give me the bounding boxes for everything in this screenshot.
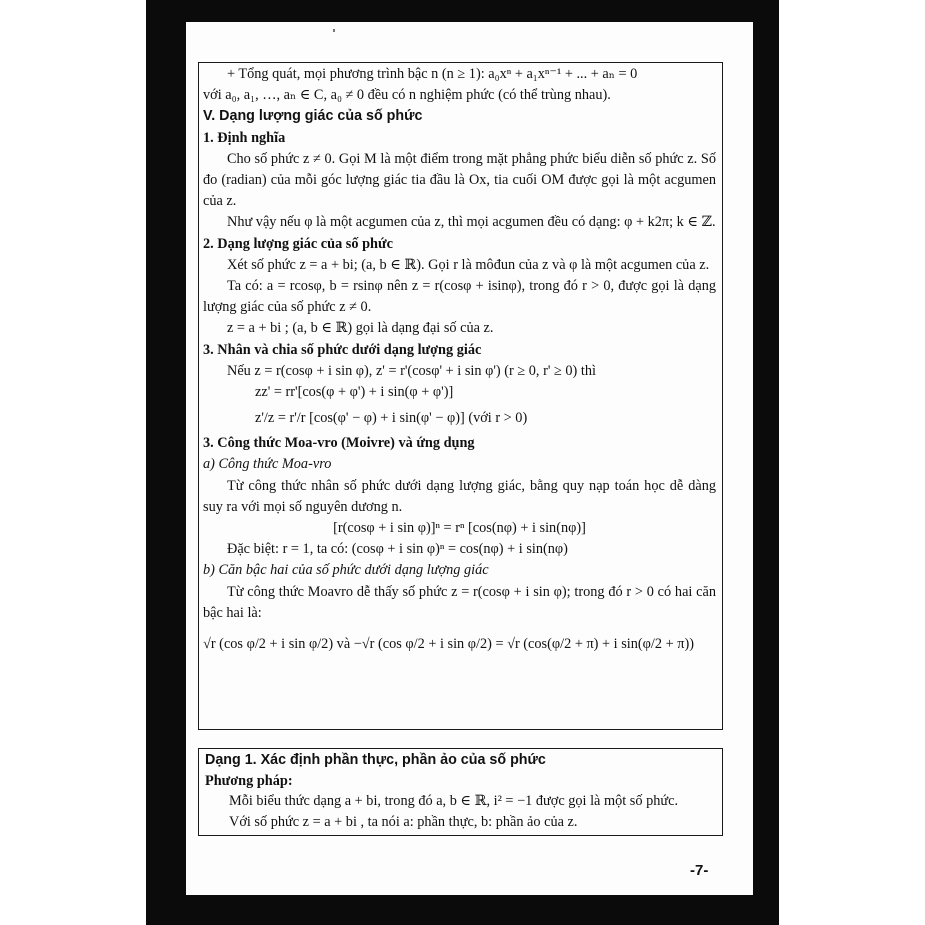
square-root-formula: √r (cos φ/2 + i sin φ/2) và −√r (cos φ/2 + i sin φ/2) = √r (cos(φ/2 + π) + i sin(φ/2 + π)) (203, 636, 694, 653)
general-equation-line: + Tổng quát, mọi phương trình bậc n (n ≥ 1): a₀xⁿ + a₁xⁿ⁻¹ + ... + aₙ = 0 (227, 66, 638, 82)
subheading-multiply-divide: 3. Nhân và chia số phức dưới dạng lượng giác (203, 341, 482, 358)
general-equation-note: với a₀, a₁, …, aₙ ∈ C, a₀ ≠ 0 đều có n nghiệm phức (có thể trùng nhau). (203, 87, 611, 104)
multiply-condition: Nếu z = r(cosφ + i sin φ), z' = r'(cosφ' + i sin φ') (r ≥ 0, r' ≥ 0) thì (227, 362, 596, 379)
trig-form-paragraph: Xét số phức z = a + bi; (a, b ∈ ℝ). Gọi r là môđun của z và φ là một acgumen của z. (227, 256, 710, 273)
moivre-paragraph: Từ công thức nhân số phức dưới dạng lượng giác, bằng quy nạp toán học dễ dàng suy ra với mọi số nguyên dương n. (203, 477, 716, 515)
product-formula: zz' = rr'[cos(φ + φ') + i sin(φ + φ')] (255, 384, 454, 401)
section-heading: V. Dạng lượng giác của số phức (203, 108, 423, 125)
subheading-moivre: 3. Công thức Moa-vro (Moivre) và ứng dụng (203, 435, 475, 452)
square-root-subtitle: b) Căn bậc hai của số phức dưới dạng lượng giác (203, 562, 489, 579)
quotient-formula: z'/z = r'/r [cos(φ' − φ) + i sin(φ' − φ)] (với r > 0) (255, 410, 528, 427)
square-root-paragraph: Từ công thức Moavro dễ thấy số phức z = r(cosφ + i sin φ); trong đó r > 0 có hai căn bậc hai là: (203, 583, 716, 621)
moivre-formula: [r(cosφ + i sin φ)]ⁿ = rⁿ [cos(nφ) + i sin(nφ)] (333, 520, 586, 537)
algebraic-form-line: z = a + bi ; (a, b ∈ ℝ) gọi là dạng đại số của z. (227, 320, 494, 337)
subheading-trig-form: 2. Dạng lượng giác của số phức (203, 235, 393, 252)
moivre-subtitle: a) Công thức Moa-vro (203, 456, 332, 473)
theory-section (203, 64, 716, 664)
method-label: Phương pháp: (205, 772, 293, 789)
page-number: -7- (690, 862, 709, 879)
definition-paragraph: Cho số phức z ≠ 0. Gọi M là một điểm trong mặt phẳng phức biểu diễn số phức z. Số đo (radian) của mỗi góc lượng giác tia đầu là Ox, tia cuối OM được gọi là một acgumen của z. (203, 150, 716, 210)
moivre-special-case: Đặc biệt: r = 1, ta có: (cosφ + i sin φ)ⁿ = cos(nφ) + i sin(nφ) (227, 541, 568, 558)
method-definition: Mỗi biểu thức dạng a + bi, trong đó a, b ∈ ℝ, i² = −1 được gọi là một số phức. (229, 793, 679, 810)
subheading-definition: 1. Định nghĩa (203, 129, 286, 146)
method-title: Dạng 1. Xác định phần thực, phần ảo của số phức (205, 752, 546, 768)
argument-paragraph: Như vậy nếu φ là một acgumen của z, thì mọi acgumen đều có dạng: φ + k2π; k ∈ ℤ. (227, 214, 716, 231)
method-real-imaginary: Với số phức z = a + bi , ta nói a: phần thực, b: phần ảo của z. (229, 813, 578, 830)
method-section (205, 750, 717, 832)
scan-dot (333, 29, 335, 32)
trig-form-derivation: Ta có: a = rcosφ, b = rsinφ nên z = r(cosφ + isinφ), trong đó r > 0, được gọi là dạng lượng giác của số phức z ≠ 0. (203, 278, 716, 316)
